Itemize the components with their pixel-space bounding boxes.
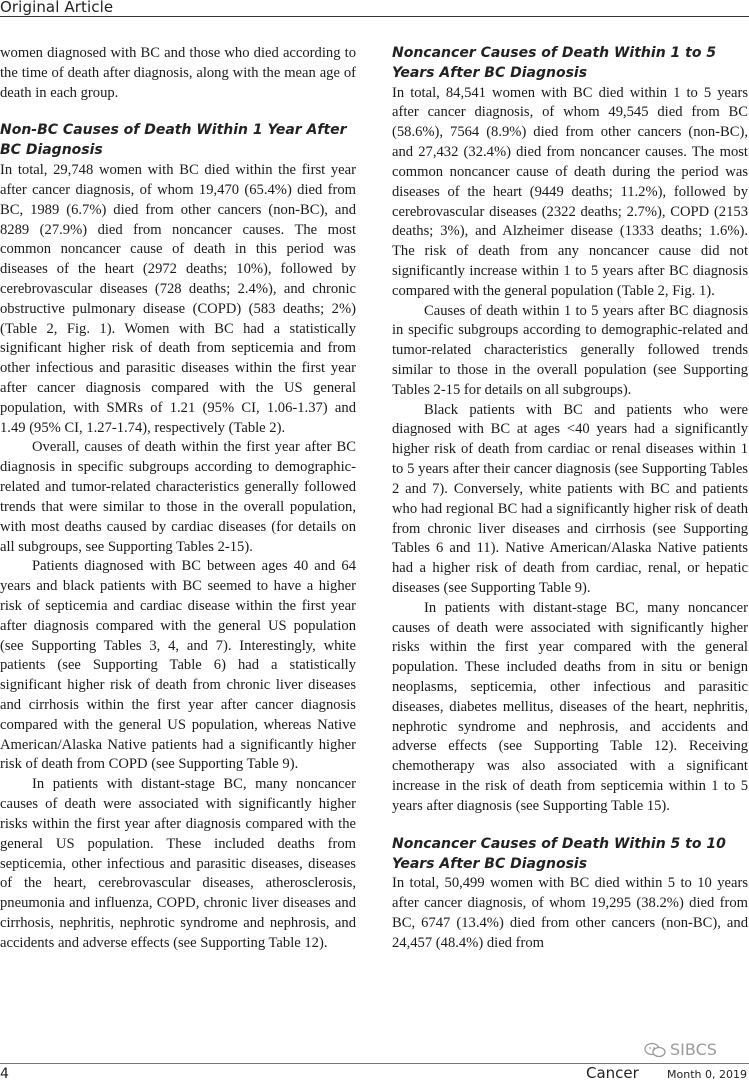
body-paragraph: Overall, causes of death within the first year after BC diagnosis in specific subgroups according to demographic-related and tumor-related characteristics generally followed trends that were similar to those in the overall population, with most deaths caused by cardiac diseases (for details on all subgroups, see Supporting Tables 2-15). bbox=[0, 439, 356, 555]
body-paragraph: In total, 29,748 women with BC died within the first year after cancer diagnosis, of whom 19,470 (65.4%) died from BC, 1989 (6.7%) died from other cancers (non-BC), and 8289 (27.9%) died from noncancer causes. The most common noncancer cause of death in this period was diseases of the heart (2972 deaths; 10%), followed by cerebrovascular diseases (728 deaths; 2.4%), and chronic obstructive pulmonary disease (COPD) (583 deaths; 2%) (Table 2, Fig. 1). Women with BC had a statistically significant higher risk of death from septicemia and from other infectious and parasitic diseases within the first year after cancer diagnosis compared with the US general population, with SMRs of 1.21 (95% CI, 1.06-1.37) and 1.49 (95% CI, 1.27-1.74), respectively (Table 2). bbox=[0, 162, 356, 436]
watermark-text: SIBCS bbox=[670, 1040, 717, 1059]
page-number: 4 bbox=[0, 1066, 9, 1082]
section-heading: Noncancer Causes of Death Within 1 to 5 Years After BC Diagnosis bbox=[392, 45, 717, 81]
right-column bbox=[392, 44, 748, 954]
body-paragraph: Patients diagnosed with BC between ages 40 and 64 years and black patients with BC seemed to have a higher risk of septicemia and cardiac disease within the first year after diagnosis compared with the general US population (see Supporting Tables 3, 4, and 7). Interestingly, white patients (see Supporting Table 6) had a statistically significant higher risk of death from chronic liver diseases and cirrhosis within the first year after cancer diagnosis compared with the general US population, whereas Native American/Alaska Native patients had a significantly higher risk of death from COPD (see Supporting Table 9). bbox=[0, 558, 356, 773]
body-paragraph: Causes of death within 1 to 5 years after BC diagnosis in specific subgroups according to demographic-related and tumor-related characteristics generally followed trends similar to those in the overall population (see Supporting Tables 2-15 for details on all subgroups). bbox=[392, 302, 748, 398]
journal-name: Cancer bbox=[586, 1064, 639, 1082]
body-paragraph: In total, 50,499 women with BC died within 5 to 10 years after cancer diagnosis, of whom 19,295 (38.2%) died from BC, 6747 (13.4%) died from other cancers (non-BC), and 24,457 (48.4%) died from bbox=[392, 875, 748, 951]
watermark bbox=[644, 1040, 717, 1059]
section-label: Original Article bbox=[0, 0, 114, 16]
section-heading: Noncancer Causes of Death Within 5 to 10 Years After BC Diagnosis bbox=[392, 835, 726, 872]
body-paragraph: women diagnosed with BC and those who died according to the time of death after diagnosis, along with the mean age of death in each group. bbox=[0, 45, 356, 101]
issue-date: Month 0, 2019 bbox=[667, 1068, 747, 1081]
section-heading: Non-BC Causes of Death Within 1 Year After BC Diagnosis bbox=[0, 122, 347, 159]
left-column bbox=[0, 44, 356, 954]
body-paragraph: Black patients with BC and patients who were diagnosed with BC at ages <40 years had a significantly higher risk of death from cardiac or renal diseases within 1 to 5 years after their cancer diagnosis (see Supporting Tables 2 and 7). Conversely, white patients with BC and patients who had regional BC had a significantly higher risk of death from chronic liver diseases and cirrhosis (see Supporting Tables 6 and 11). Native American/Alaska Native patients had a higher risk of death from cardiac, renal, or hepatic diseases (see Supporting Table 9). bbox=[392, 401, 748, 596]
body-paragraph: In total, 84,541 women with BC died within 1 to 5 years after cancer diagnosis, of whom 49,545 died from BC (58.6%), 7564 (8.9%) died from other cancers (non-BC), and 27,432 (32.4%) died from noncancer causes. The most common noncancer cause of death during the period was diseases of the heart (9449 deaths; 11.2%), followed by cerebrovascular diseases (2322 deaths; 2.7%), COPD (2153 deaths; 3%), and Alzheimer disease (1333 deaths; 1.6%). The risk of death from any noncancer cause did not significantly increase within 1 to 5 years after BC diagnosis compared with the general population (Table 2, Fig. 1). bbox=[392, 84, 748, 299]
body-paragraph: In patients with distant-stage BC, many noncancer causes of death were associated with significantly higher risks within the first year compared with the general population. These included deaths from in situ or benign neoplasms, septicemia, other infectious and parasitic diseases, diabetes mellitus, diseases of the heart, nephritis, nephrotic syndrome and nephrosis, and accidents and adverse effects (see Supporting Table 12). Receiving chemotherapy was also associated with a significant increase in the risk of death from septicemia within 1 to 5 years after diagnosis (see Supporting Table 15). bbox=[392, 599, 748, 814]
wechat-icon bbox=[644, 1042, 666, 1058]
header-divider bbox=[0, 16, 749, 17]
body-paragraph: In patients with distant-stage BC, many noncancer causes of death were associated with significantly higher risks within the first year after diagnosis compared with the general US population. These included deaths from septicemia, other infectious and parasitic diseases, diseases of the heart, cerebrovascular diseases, atherosclerosis, pneumonia and influenza, COPD, chronic liver diseases and cirrhosis, nephritis, nephrotic syndrome and nephrosis, and accidents and adverse effects (see Supporting Table 12). bbox=[0, 776, 356, 951]
